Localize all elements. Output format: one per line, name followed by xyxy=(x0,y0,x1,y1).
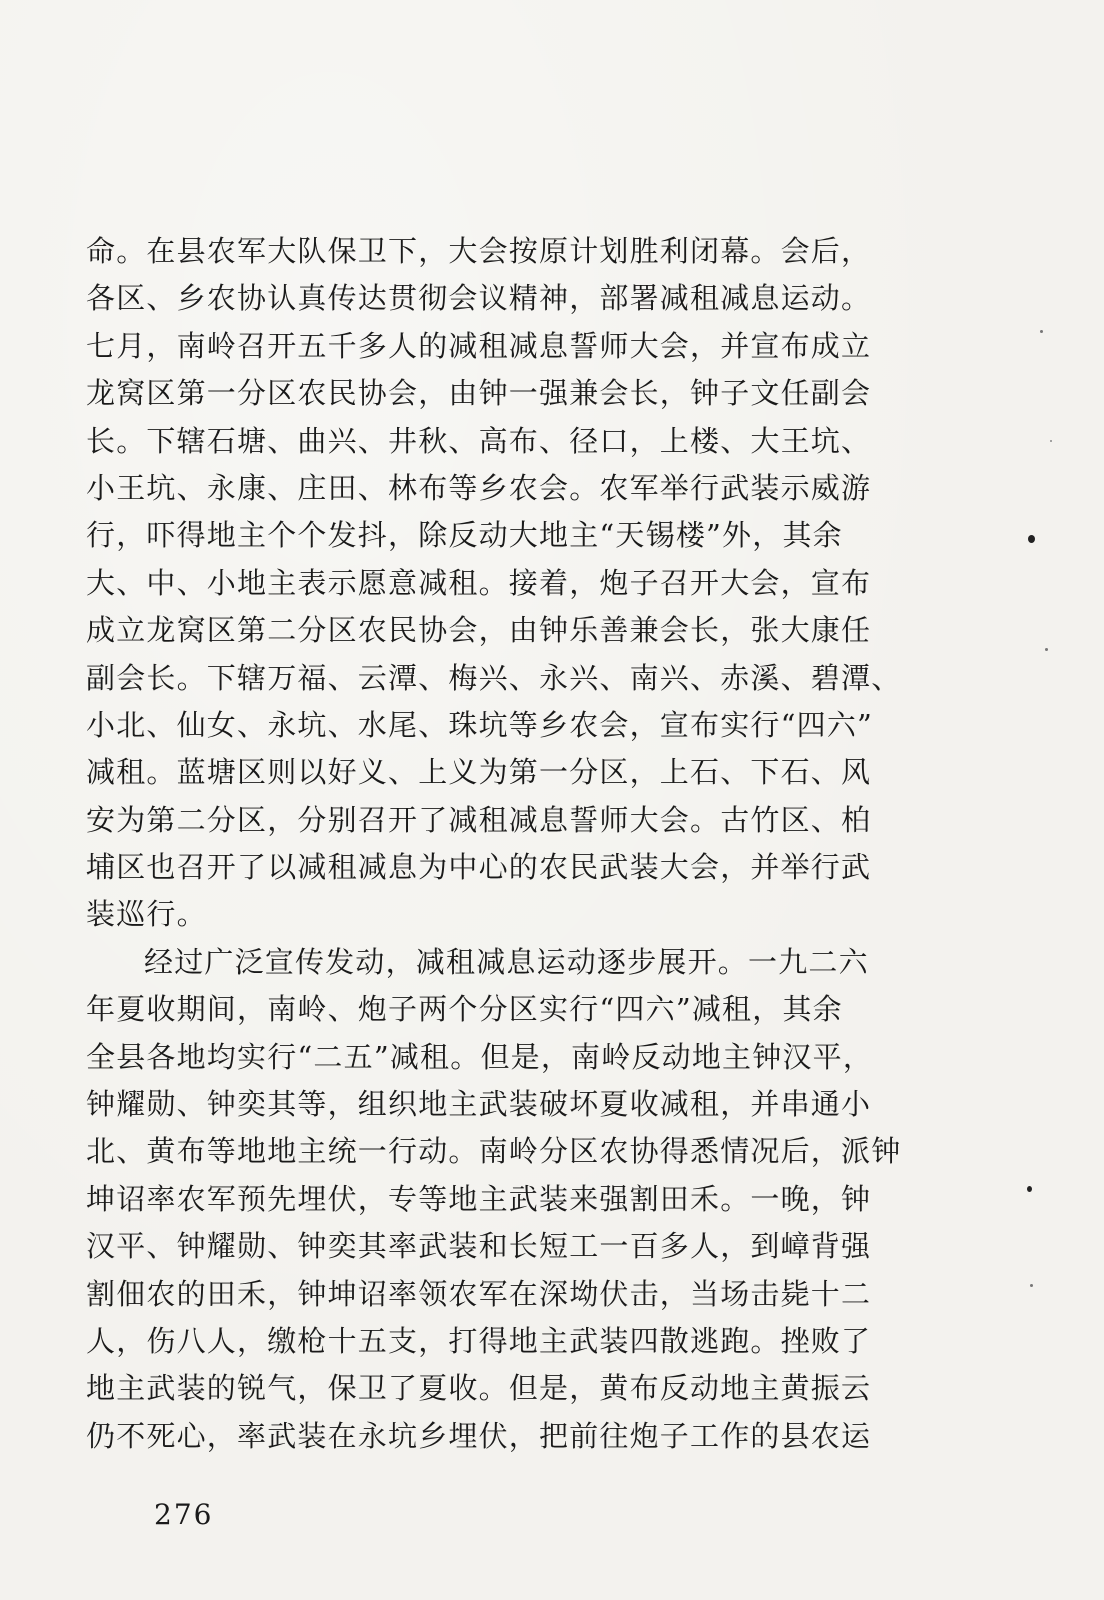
text-line: 年夏收期间，南岭、炮子两个分区实行“四六”减租，其余 xyxy=(86,992,843,1027)
scan-speck xyxy=(1050,440,1052,442)
text-line: 命。在县农军大队保卫下，大会按原计划胜利闭幕。会后， xyxy=(86,234,872,268)
text-line: 小北、仙女、永坑、水尾、珠坑等乡农会，宣布实行“四六” xyxy=(86,707,874,742)
text-line: 人，伤八人，缴枪十五支，打得地主武装四散逃跑。挫败了 xyxy=(86,1323,872,1358)
scan-speck xyxy=(1028,535,1035,543)
paragraph xyxy=(86,228,946,939)
text-line: 钟耀勋、钟奕其等，组织地主武装破坏夏收减租，并串通小 xyxy=(86,1087,872,1122)
scan-speck xyxy=(1045,648,1048,651)
text-line: 成立龙窝区第二分区农民协会，由钟乐善兼会长，张大康任 xyxy=(86,613,872,648)
text-line: 北、黄布等地地主统一行动。南岭分区农协得悉情况后，派钟 xyxy=(86,1134,902,1169)
text-line: 减租。蓝塘区则以好义、上义为第一分区，上石、下石、风 xyxy=(86,755,872,790)
paragraph xyxy=(86,939,946,1460)
text-line: 仍不死心，率武装在永坑乡埋伏，把前往炮子工作的县农运 xyxy=(86,1418,872,1453)
text-line: 长。下辖石塘、曲兴、井秋、高布、径口，上楼、大王坑、 xyxy=(86,423,872,458)
scan-speck xyxy=(1027,1186,1032,1192)
scan-speck xyxy=(1040,330,1043,333)
text-line: 汉平、钟耀勋、钟奕其率武装和长短工一百多人，到嶂背强 xyxy=(86,1229,872,1264)
page-number: 276 xyxy=(154,1498,214,1531)
text-line: 全县各地均实行“二五”减租。但是，南岭反动地主钟汉平， xyxy=(86,1039,874,1074)
text-line: 大、中、小地主表示愿意减租。接着，炮子召开大会，宣布 xyxy=(86,565,872,600)
text-line: 各区、乡农协认真传达贯彻会议精神，部署减租减息运动。 xyxy=(86,281,872,316)
text-line: 七月，南岭召开五千多人的减租减息誓师大会，并宣布成立 xyxy=(86,328,872,363)
text-line: 坤诏率农军预先埋伏，专等地主武装来强割田禾。一晚，钟 xyxy=(86,1181,872,1216)
text-line: 副会长。下辖万福、云潭、梅兴、永兴、南兴、赤溪、碧潭、 xyxy=(86,660,902,695)
scan-speck xyxy=(1030,1284,1033,1287)
text-line: 安为第二分区，分别召开了减租减息誓师大会。古竹区、柏 xyxy=(86,802,872,837)
text-line: 龙窝区第一分区农民协会，由钟一强兼会长，钟子文任副会 xyxy=(86,376,872,411)
text-line: 装巡行。 xyxy=(86,897,207,932)
text-line: 小王坑、永康、庄田、林布等乡农会。农军举行武装示威游 xyxy=(86,470,872,505)
text-line: 经过广泛宣传发动，减租减息运动逐步展开。一九二六 xyxy=(144,944,869,979)
text-line: 埔区也召开了以减租减息为中心的农民武装大会，并举行武 xyxy=(86,850,872,885)
text-line: 行，吓得地主个个发抖，除反动大地主“天锡楼”外，其余 xyxy=(86,518,843,553)
text-line: 割佃农的田禾，钟坤诏率领农军在深坳伏击，当场击毙十二 xyxy=(86,1276,872,1311)
text-line: 地主武装的锐气，保卫了夏收。但是，黄布反动地主黄振云 xyxy=(86,1371,872,1406)
body-text xyxy=(86,228,946,1460)
